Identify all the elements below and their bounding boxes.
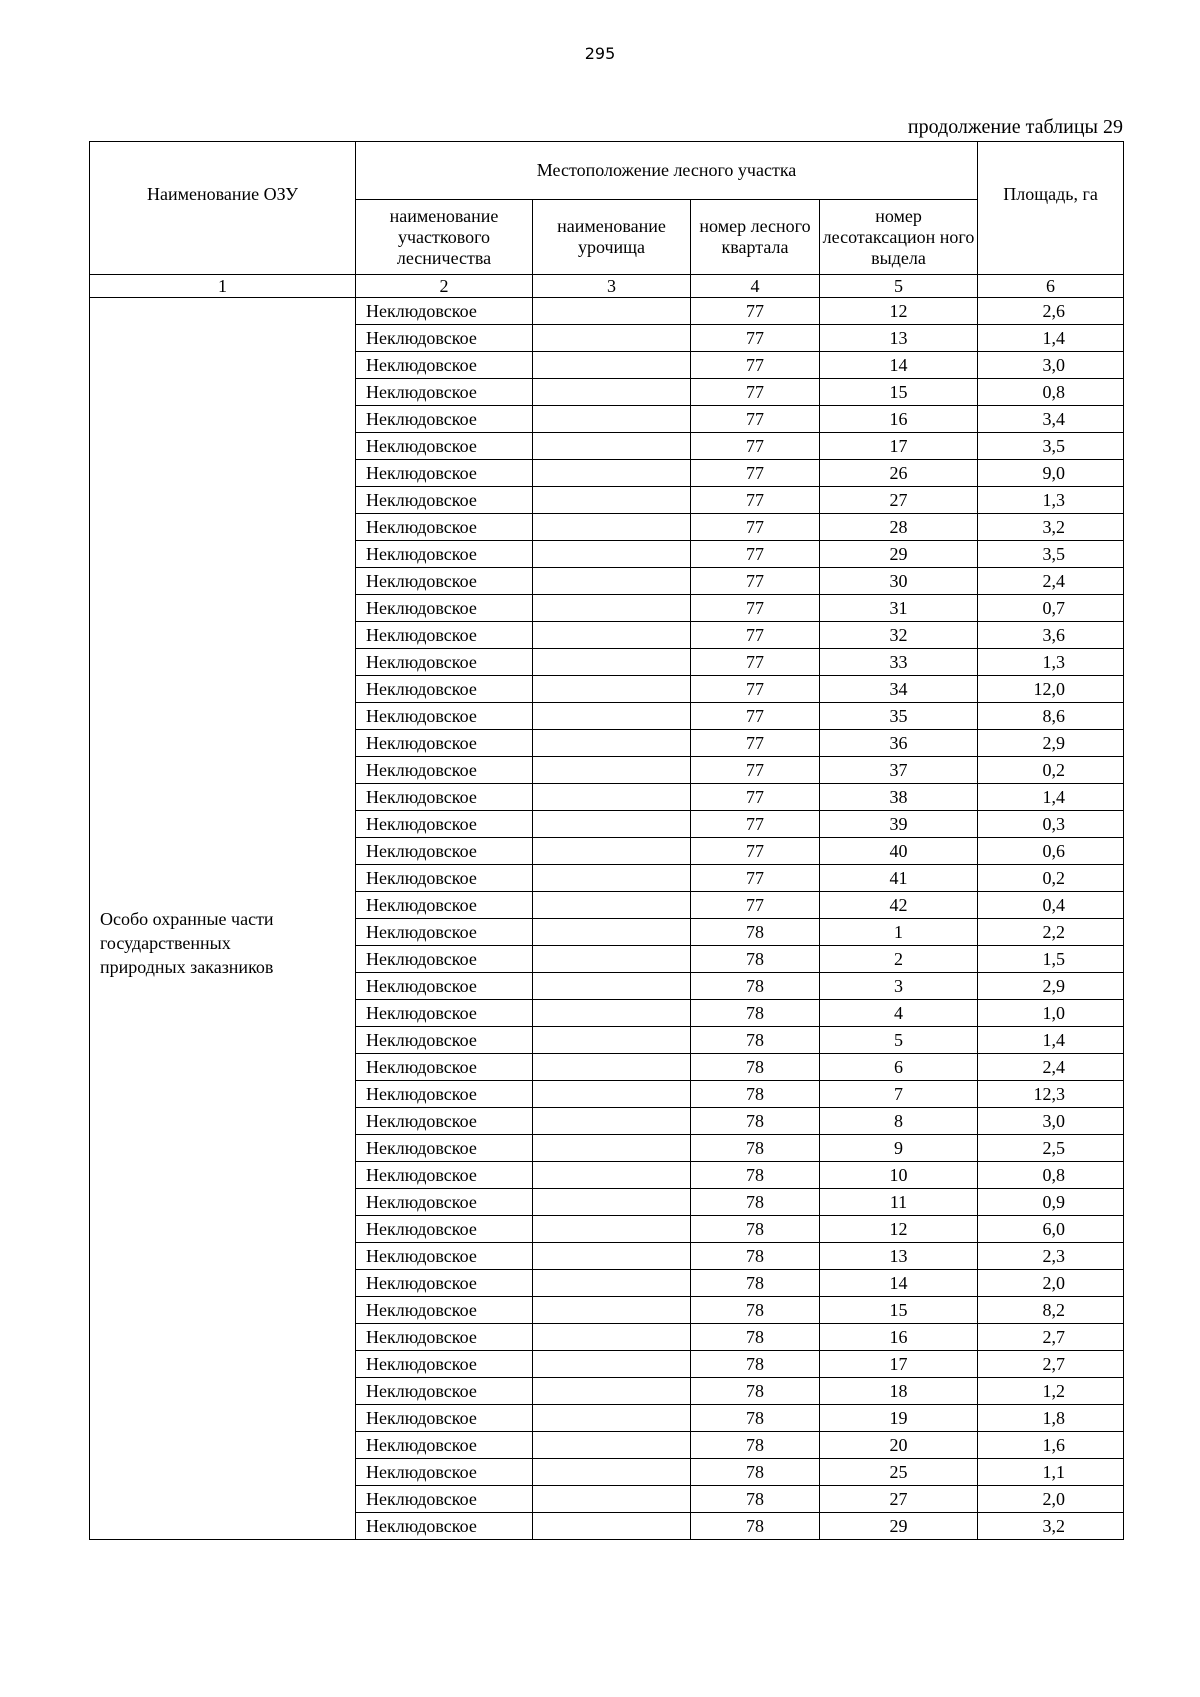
header-ozu-name: Наименование ОЗУ — [90, 142, 356, 275]
quarter-cell: 77 — [691, 352, 820, 379]
subdivision-cell: 27 — [820, 1486, 978, 1513]
tract-cell — [533, 1054, 691, 1081]
subdivision-cell: 4 — [820, 1000, 978, 1027]
quarter-cell: 77 — [691, 784, 820, 811]
quarter-cell: 77 — [691, 595, 820, 622]
subdivision-cell: 6 — [820, 1054, 978, 1081]
area-cell: 0,6 — [978, 838, 1124, 865]
subdivision-cell: 40 — [820, 838, 978, 865]
area-cell: 0,8 — [978, 379, 1124, 406]
forestry-cell: Неклюдовское — [356, 1189, 533, 1216]
area-cell: 2,5 — [978, 1135, 1124, 1162]
forestry-cell: Неклюдовское — [356, 352, 533, 379]
subdivision-cell: 3 — [820, 973, 978, 1000]
area-cell: 2,3 — [978, 1243, 1124, 1270]
area-cell: 12,3 — [978, 1081, 1124, 1108]
forestry-cell: Неклюдовское — [356, 1270, 533, 1297]
forestry-cell: Неклюдовское — [356, 1486, 533, 1513]
area-cell: 1,4 — [978, 325, 1124, 352]
subdivision-cell: 14 — [820, 352, 978, 379]
area-cell: 2,9 — [978, 730, 1124, 757]
subdivision-cell: 42 — [820, 892, 978, 919]
tract-cell — [533, 541, 691, 568]
subdivision-cell: 30 — [820, 568, 978, 595]
quarter-cell: 78 — [691, 1081, 820, 1108]
quarter-cell: 78 — [691, 1405, 820, 1432]
subdivision-cell: 27 — [820, 487, 978, 514]
subdivision-cell: 37 — [820, 757, 978, 784]
tract-cell — [533, 406, 691, 433]
subdivision-cell: 36 — [820, 730, 978, 757]
area-cell: 3,2 — [978, 1513, 1124, 1540]
subdivision-cell: 2 — [820, 946, 978, 973]
quarter-cell: 77 — [691, 649, 820, 676]
forestry-cell: Неклюдовское — [356, 1081, 533, 1108]
area-cell: 3,0 — [978, 352, 1124, 379]
subdivision-cell: 33 — [820, 649, 978, 676]
area-cell: 2,0 — [978, 1486, 1124, 1513]
area-cell: 1,1 — [978, 1459, 1124, 1486]
tract-cell — [533, 757, 691, 784]
tract-cell — [533, 1486, 691, 1513]
header-tract: наименование урочища — [533, 200, 691, 275]
subdivision-cell: 11 — [820, 1189, 978, 1216]
tract-cell — [533, 325, 691, 352]
tract-cell — [533, 1459, 691, 1486]
tract-cell — [533, 649, 691, 676]
tract-cell — [533, 487, 691, 514]
quarter-cell: 77 — [691, 838, 820, 865]
table-body — [90, 298, 1124, 1540]
tract-cell — [533, 1297, 691, 1324]
area-cell: 0,9 — [978, 1189, 1124, 1216]
column-number-row — [90, 275, 1124, 298]
quarter-cell: 78 — [691, 1189, 820, 1216]
table-row — [90, 298, 1124, 325]
quarter-cell: 78 — [691, 1351, 820, 1378]
forestry-cell: Неклюдовское — [356, 1351, 533, 1378]
area-cell: 2,2 — [978, 919, 1124, 946]
column-number-cell: 4 — [691, 275, 820, 298]
area-cell: 2,9 — [978, 973, 1124, 1000]
subdivision-cell: 10 — [820, 1162, 978, 1189]
area-cell: 9,0 — [978, 460, 1124, 487]
forestry-cell: Неклюдовское — [356, 811, 533, 838]
area-cell: 3,5 — [978, 433, 1124, 460]
forest-plots-table — [89, 141, 1124, 1540]
quarter-cell: 78 — [691, 1297, 820, 1324]
tract-cell — [533, 595, 691, 622]
forestry-cell: Неклюдовское — [356, 622, 533, 649]
quarter-cell: 78 — [691, 1324, 820, 1351]
quarter-cell: 78 — [691, 973, 820, 1000]
header-subdivision: номер лесотаксацион ного выдела — [820, 200, 978, 275]
forestry-cell: Неклюдовское — [356, 298, 533, 325]
column-number-cell: 5 — [820, 275, 978, 298]
tract-cell — [533, 973, 691, 1000]
area-cell: 0,2 — [978, 757, 1124, 784]
subdivision-cell: 9 — [820, 1135, 978, 1162]
forestry-cell: Неклюдовское — [356, 1432, 533, 1459]
subdivision-cell: 15 — [820, 1297, 978, 1324]
forestry-cell: Неклюдовское — [356, 379, 533, 406]
quarter-cell: 77 — [691, 730, 820, 757]
forestry-cell: Неклюдовское — [356, 703, 533, 730]
forestry-cell: Неклюдовское — [356, 1378, 533, 1405]
forestry-cell: Неклюдовское — [356, 1054, 533, 1081]
forestry-cell: Неклюдовское — [356, 1513, 533, 1540]
tract-cell — [533, 460, 691, 487]
area-cell: 1,2 — [978, 1378, 1124, 1405]
area-cell: 0,7 — [978, 595, 1124, 622]
column-number-cell: 6 — [978, 275, 1124, 298]
forestry-cell: Неклюдовское — [356, 730, 533, 757]
quarter-cell: 78 — [691, 1432, 820, 1459]
forestry-cell: Неклюдовское — [356, 595, 533, 622]
tract-cell — [533, 1270, 691, 1297]
tract-cell — [533, 865, 691, 892]
subdivision-cell: 41 — [820, 865, 978, 892]
area-cell: 3,2 — [978, 514, 1124, 541]
subdivision-cell: 5 — [820, 1027, 978, 1054]
area-cell: 0,2 — [978, 865, 1124, 892]
area-cell: 0,4 — [978, 892, 1124, 919]
area-cell: 8,2 — [978, 1297, 1124, 1324]
forestry-cell: Неклюдовское — [356, 676, 533, 703]
tract-cell — [533, 1378, 691, 1405]
subdivision-cell: 12 — [820, 1216, 978, 1243]
quarter-cell: 77 — [691, 865, 820, 892]
subdivision-cell: 29 — [820, 541, 978, 568]
quarter-cell: 78 — [691, 1027, 820, 1054]
ozu-name-text: Особо охранные части государственных природных заказников — [100, 908, 274, 977]
header-area: Площадь, га — [978, 142, 1124, 275]
forestry-cell: Неклюдовское — [356, 568, 533, 595]
area-cell: 1,4 — [978, 1027, 1124, 1054]
subdivision-cell: 16 — [820, 406, 978, 433]
quarter-cell: 77 — [691, 676, 820, 703]
subdivision-cell: 19 — [820, 1405, 978, 1432]
column-number-cell: 3 — [533, 275, 691, 298]
forestry-cell: Неклюдовское — [356, 838, 533, 865]
header-quarter: номер лесного квартала — [691, 200, 820, 275]
tract-cell — [533, 1000, 691, 1027]
table-continuation-label: продолжение таблицы 29 — [907, 116, 1123, 138]
subdivision-cell: 1 — [820, 919, 978, 946]
quarter-cell: 78 — [691, 1108, 820, 1135]
tract-cell — [533, 1351, 691, 1378]
area-cell: 1,3 — [978, 487, 1124, 514]
area-cell: 2,4 — [978, 1054, 1124, 1081]
area-cell: 1,0 — [978, 1000, 1124, 1027]
column-number-cell: 1 — [90, 275, 356, 298]
subdivision-cell: 8 — [820, 1108, 978, 1135]
tract-cell — [533, 784, 691, 811]
area-cell: 1,4 — [978, 784, 1124, 811]
subdivision-cell: 13 — [820, 325, 978, 352]
forestry-cell: Неклюдовское — [356, 433, 533, 460]
tract-cell — [533, 1324, 691, 1351]
subdivision-cell: 38 — [820, 784, 978, 811]
quarter-cell: 77 — [691, 325, 820, 352]
forestry-cell: Неклюдовское — [356, 1297, 533, 1324]
quarter-cell: 77 — [691, 433, 820, 460]
tract-cell — [533, 379, 691, 406]
area-cell: 12,0 — [978, 676, 1124, 703]
quarter-cell: 77 — [691, 460, 820, 487]
tract-cell — [533, 946, 691, 973]
forestry-cell: Неклюдовское — [356, 1027, 533, 1054]
tract-cell — [533, 1135, 691, 1162]
tract-cell — [533, 676, 691, 703]
quarter-cell: 78 — [691, 1270, 820, 1297]
ozu-name-cell — [90, 298, 356, 1540]
tract-cell — [533, 1081, 691, 1108]
subdivision-cell: 7 — [820, 1081, 978, 1108]
area-cell: 0,8 — [978, 1162, 1124, 1189]
tract-cell — [533, 892, 691, 919]
forestry-cell: Неклюдовское — [356, 649, 533, 676]
subdivision-cell: 34 — [820, 676, 978, 703]
quarter-cell: 78 — [691, 1459, 820, 1486]
tract-cell — [533, 1162, 691, 1189]
forestry-cell: Неклюдовское — [356, 946, 533, 973]
tract-cell — [533, 1108, 691, 1135]
tract-cell — [533, 352, 691, 379]
subdivision-cell: 14 — [820, 1270, 978, 1297]
forestry-cell: Неклюдовское — [356, 919, 533, 946]
quarter-cell: 77 — [691, 622, 820, 649]
forestry-cell: Неклюдовское — [356, 1459, 533, 1486]
quarter-cell: 77 — [691, 757, 820, 784]
area-cell: 2,7 — [978, 1324, 1124, 1351]
quarter-cell: 77 — [691, 406, 820, 433]
tract-cell — [533, 1027, 691, 1054]
area-cell: 1,8 — [978, 1405, 1124, 1432]
quarter-cell: 78 — [691, 1000, 820, 1027]
tract-cell — [533, 838, 691, 865]
quarter-cell: 78 — [691, 1243, 820, 1270]
quarter-cell: 78 — [691, 1486, 820, 1513]
quarter-cell: 78 — [691, 1378, 820, 1405]
subdivision-cell: 25 — [820, 1459, 978, 1486]
tract-cell — [533, 514, 691, 541]
subdivision-cell: 32 — [820, 622, 978, 649]
area-cell: 2,6 — [978, 298, 1124, 325]
quarter-cell: 78 — [691, 1513, 820, 1540]
area-cell: 8,6 — [978, 703, 1124, 730]
area-cell: 6,0 — [978, 1216, 1124, 1243]
forestry-cell: Неклюдовское — [356, 892, 533, 919]
tract-cell — [533, 703, 691, 730]
subdivision-cell: 26 — [820, 460, 978, 487]
subdivision-cell: 28 — [820, 514, 978, 541]
header-forestry: наименование участкового лесничества — [356, 200, 533, 275]
tract-cell — [533, 1243, 691, 1270]
forestry-cell: Неклюдовское — [356, 757, 533, 784]
quarter-cell: 77 — [691, 892, 820, 919]
subdivision-cell: 13 — [820, 1243, 978, 1270]
tract-cell — [533, 1216, 691, 1243]
area-cell: 1,6 — [978, 1432, 1124, 1459]
forestry-cell: Неклюдовское — [356, 1135, 533, 1162]
subdivision-cell: 29 — [820, 1513, 978, 1540]
area-cell: 1,3 — [978, 649, 1124, 676]
subdivision-cell: 31 — [820, 595, 978, 622]
forestry-cell: Неклюдовское — [356, 1324, 533, 1351]
area-cell: 2,7 — [978, 1351, 1124, 1378]
forestry-cell: Неклюдовское — [356, 973, 533, 1000]
forestry-cell: Неклюдовское — [356, 784, 533, 811]
forestry-cell: Неклюдовское — [356, 865, 533, 892]
page-number: 295 — [584, 44, 616, 63]
forestry-cell: Неклюдовское — [356, 541, 533, 568]
quarter-cell: 77 — [691, 811, 820, 838]
forestry-cell: Неклюдовское — [356, 514, 533, 541]
area-cell: 0,3 — [978, 811, 1124, 838]
subdivision-cell: 17 — [820, 1351, 978, 1378]
tract-cell — [533, 1405, 691, 1432]
quarter-cell: 78 — [691, 919, 820, 946]
area-cell: 3,5 — [978, 541, 1124, 568]
subdivision-cell: 18 — [820, 1378, 978, 1405]
subdivision-cell: 15 — [820, 379, 978, 406]
subdivision-cell: 35 — [820, 703, 978, 730]
forestry-cell: Неклюдовское — [356, 325, 533, 352]
quarter-cell: 78 — [691, 1054, 820, 1081]
area-cell: 2,4 — [978, 568, 1124, 595]
forestry-cell: Неклюдовское — [356, 1162, 533, 1189]
quarter-cell: 78 — [691, 946, 820, 973]
tract-cell — [533, 568, 691, 595]
quarter-cell: 77 — [691, 487, 820, 514]
forestry-cell: Неклюдовское — [356, 1000, 533, 1027]
quarter-cell: 78 — [691, 1162, 820, 1189]
tract-cell — [533, 622, 691, 649]
tract-cell — [533, 919, 691, 946]
forestry-cell: Неклюдовское — [356, 487, 533, 514]
quarter-cell: 78 — [691, 1216, 820, 1243]
quarter-cell: 78 — [691, 1135, 820, 1162]
tract-cell — [533, 433, 691, 460]
tract-cell — [533, 1189, 691, 1216]
forestry-cell: Неклюдовское — [356, 1108, 533, 1135]
quarter-cell: 77 — [691, 379, 820, 406]
quarter-cell: 77 — [691, 514, 820, 541]
area-cell: 2,0 — [978, 1270, 1124, 1297]
tract-cell — [533, 298, 691, 325]
area-cell: 3,4 — [978, 406, 1124, 433]
forestry-cell: Неклюдовское — [356, 1243, 533, 1270]
subdivision-cell: 39 — [820, 811, 978, 838]
area-cell: 3,0 — [978, 1108, 1124, 1135]
column-number-cell: 2 — [356, 275, 533, 298]
tract-cell — [533, 1432, 691, 1459]
tract-cell — [533, 730, 691, 757]
forestry-cell: Неклюдовское — [356, 1216, 533, 1243]
quarter-cell: 77 — [691, 298, 820, 325]
subdivision-cell: 20 — [820, 1432, 978, 1459]
area-cell: 3,6 — [978, 622, 1124, 649]
forestry-cell: Неклюдовское — [356, 1405, 533, 1432]
header-location-group: Местоположение лесного участка — [356, 142, 978, 200]
forestry-cell: Неклюдовское — [356, 406, 533, 433]
tract-cell — [533, 811, 691, 838]
forestry-cell: Неклюдовское — [356, 460, 533, 487]
subdivision-cell: 12 — [820, 298, 978, 325]
tract-cell — [533, 1513, 691, 1540]
subdivision-cell: 17 — [820, 433, 978, 460]
subdivision-cell: 16 — [820, 1324, 978, 1351]
quarter-cell: 77 — [691, 568, 820, 595]
quarter-cell: 77 — [691, 703, 820, 730]
area-cell: 1,5 — [978, 946, 1124, 973]
quarter-cell: 77 — [691, 541, 820, 568]
